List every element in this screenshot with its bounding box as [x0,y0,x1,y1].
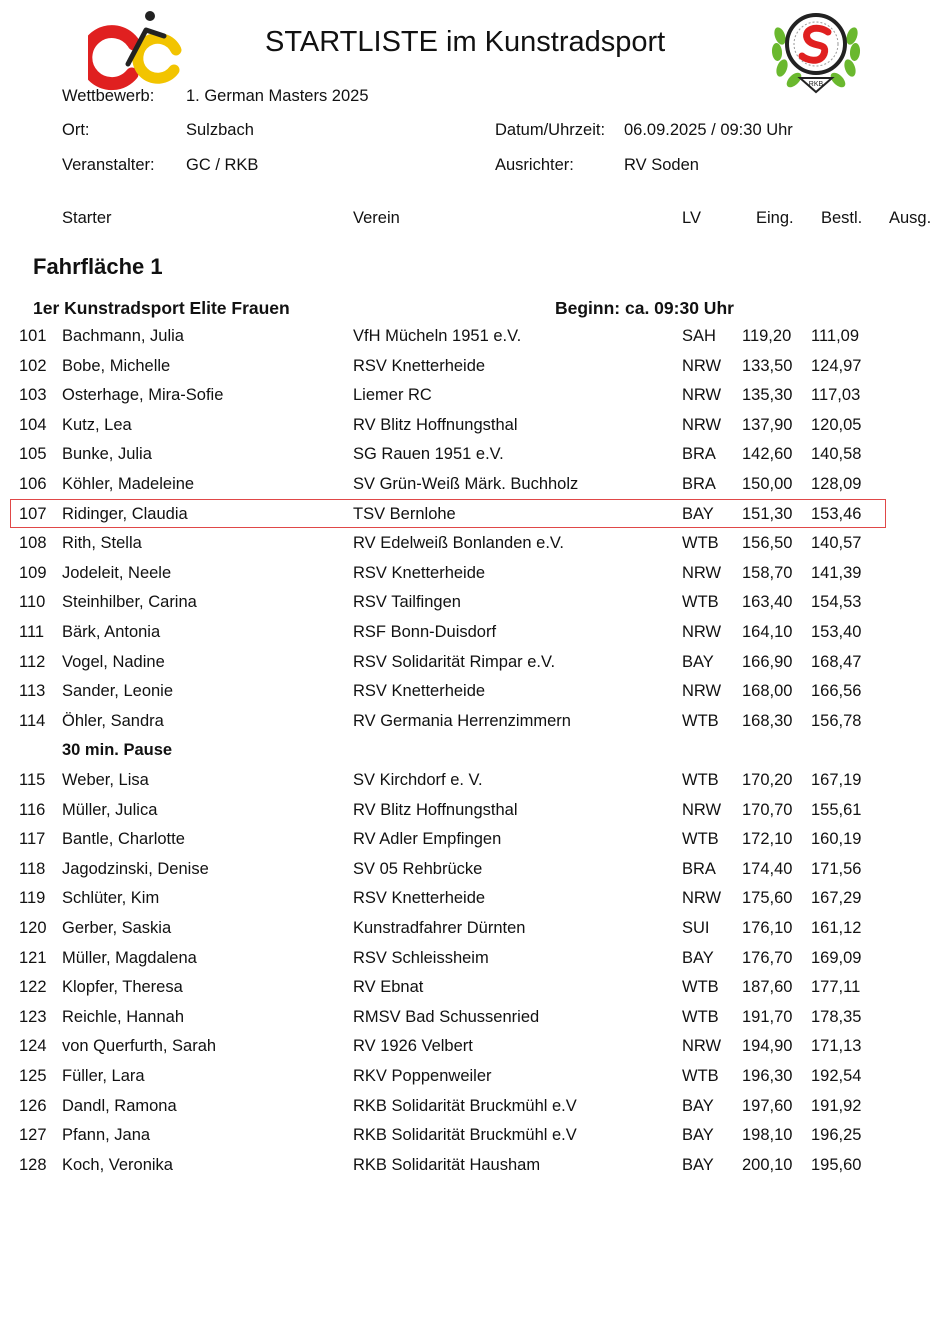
table-row [0,623,950,652]
state-association: NRW [682,623,722,641]
club-name: TSV Bernlohe [353,504,456,523]
entered-score: 142,60 [742,445,793,464]
entered-score: 194,90 [742,1037,793,1056]
state-association: NRW [682,889,722,908]
table-row [0,860,950,889]
start-number: 113 [19,682,46,701]
state-association: BAY [682,652,714,671]
club-name: RKB Solidarität Hausham [353,1155,541,1174]
start-number: 108 [19,534,47,553]
best-score: 166,56 [811,682,862,701]
entered-score: 119,20 [742,327,792,345]
location-label: Ort: [62,121,90,139]
best-score: 141,39 [811,563,862,582]
competition-label: Wettbewerb: [62,87,155,105]
best-score: 156,78 [811,711,862,730]
start-number: 119 [19,889,46,908]
entered-score: 170,70 [742,800,793,819]
best-score: 191,92 [811,1096,862,1115]
state-association: WTB [682,978,719,997]
state-association: NRW [682,563,722,582]
start-number: 126 [19,1096,47,1115]
club-name: RV Blitz Hoffnungsthal [353,415,518,434]
club-name: RSV Tailfingen [353,593,461,612]
state-association: NRW [682,415,722,434]
best-score: 153,46 [811,504,862,523]
state-association: WTB [682,1007,719,1026]
start-number: 115 [19,771,46,789]
best-score: 154,53 [811,593,862,612]
club-name: RV Ebnat [353,978,424,997]
table-row [0,682,950,711]
entered-score: 135,30 [742,386,793,405]
table-row [0,1156,950,1185]
start-number: 127 [19,1126,47,1145]
table-row [0,889,950,918]
state-association: BAY [682,948,714,967]
best-score: 167,29 [811,889,862,908]
table-row [0,653,950,682]
starter-name: Köhler, Madeleine [62,475,195,493]
starter-name: Bunke, Julia [62,445,152,464]
start-number: 110 [19,593,46,612]
entered-score: 151,30 [742,504,793,523]
best-score: 167,19 [811,771,862,789]
starter-name: Koch, Veronika [62,1155,173,1174]
best-score: 171,13 [811,1037,862,1056]
category-name: 1er Kunstradsport Elite Frauen [33,298,290,318]
club-name: RV Blitz Hoffnungsthal [353,800,518,819]
section-title: Fahrfläche 1 [33,254,163,279]
state-association: NRW [682,1037,722,1056]
start-number: 105 [19,445,47,464]
best-score: 192,54 [811,1067,862,1085]
club-name: RSV Knetterheide [353,356,486,375]
starter-name: Weber, Lisa [62,771,149,789]
starter-name: Bachmann, Julia [62,327,184,345]
club-name: SV 05 Rehbrücke [353,859,483,878]
club-name: RMSV Bad Schussenried [353,1007,540,1026]
best-score: 140,58 [811,445,862,464]
entered-score: 158,70 [742,563,793,582]
state-association: NRW [682,800,722,819]
entered-score: 187,60 [742,978,793,997]
entered-score: 150,00 [742,475,793,493]
state-association: WTB [682,593,719,612]
date-value: 06.09.2025 / 09:30 Uhr [624,121,793,139]
club-name: Liemer RC [353,386,432,405]
entered-score: 133,50 [742,356,793,375]
table-row [0,445,950,474]
best-score: 153,40 [811,623,862,641]
state-association: BAY [682,504,714,523]
entered-score: 196,30 [742,1067,793,1085]
state-association: NRW [682,356,722,375]
start-number: 128 [19,1155,47,1174]
competition-value: 1. German Masters 2025 [186,87,369,105]
best-score: 178,35 [811,1007,862,1026]
starter-name: Pfann, Jana [62,1126,151,1145]
entered-score: 166,90 [742,652,793,671]
starter-name: Dandl, Ramona [62,1096,177,1115]
table-row [0,534,950,563]
starter-name: Müller, Magdalena [62,948,197,967]
entered-score: 191,70 [742,1007,793,1026]
starter-name: Müller, Julica [62,800,158,819]
state-association: WTB [682,711,719,730]
start-number: 117 [19,830,46,849]
starter-name: Bobe, Michelle [62,356,171,375]
table-row [0,1037,950,1066]
table-row [0,564,950,593]
state-association: SUI [682,919,710,937]
table-row [0,1126,950,1155]
rkb-logo-text: RKB [808,81,824,88]
state-association: WTB [682,771,719,789]
best-score: 117,03 [811,386,861,405]
starter-name: von Querfurth, Sarah [62,1037,217,1056]
host-label: Ausrichter: [495,156,574,174]
table-row [0,386,950,415]
club-name: RV 1926 Velbert [353,1037,473,1056]
start-number: 112 [19,652,46,671]
table-row [0,416,950,445]
table-row [0,978,950,1007]
column-header-eing: Eing. [756,209,794,227]
best-score: 161,12 [811,919,862,937]
club-name: SG Rauen 1951 e.V. [353,445,504,464]
start-number: 107 [19,504,47,523]
starter-name: Jodeleit, Neele [62,563,172,582]
start-number: 125 [19,1067,47,1085]
starter-name: Klopfer, Theresa [62,978,183,997]
start-number: 118 [19,859,46,878]
state-association: BAY [682,1155,714,1174]
column-header-ausg: Ausg. [889,209,932,227]
best-score: 155,61 [811,800,862,819]
club-name: SV Kirchdorf e. V. [353,771,483,789]
starter-name: Bärk, Antonia [62,623,161,641]
state-association: BRA [682,445,716,464]
starter-name: Jagodzinski, Denise [62,859,209,878]
start-number: 123 [19,1007,47,1026]
entered-score: 163,40 [742,593,793,612]
starter-name: Gerber, Saskia [62,919,172,937]
state-association: BRA [682,475,716,493]
starter-name: Rith, Stella [62,534,142,553]
start-number: 104 [19,415,47,434]
starter-name: Steinhilber, Carina [62,593,197,612]
table-row [0,1097,950,1126]
best-score: 111,09 [811,327,860,345]
start-number: 102 [19,356,47,375]
entered-score: 168,30 [742,711,793,730]
category-begin-time: Beginn: ca. 09:30 Uhr [555,298,734,318]
club-name: RSV Schleissheim [353,948,489,967]
start-number: 103 [19,386,47,405]
starter-name: Reichle, Hannah [62,1007,184,1026]
start-number: 122 [19,978,47,997]
club-name: RV Adler Empfingen [353,830,502,849]
table-row [0,830,950,859]
start-number: 114 [19,711,46,730]
start-number: 101 [19,327,47,345]
club-name: RSF Bonn-Duisdorf [353,623,497,641]
best-score: 195,60 [811,1155,862,1174]
club-name: RKB Solidarität Bruckmühl e.V [353,1126,577,1145]
table-row [0,1008,950,1037]
entered-score: 175,60 [742,889,793,908]
column-header-starter: Starter [62,209,112,227]
state-association: WTB [682,534,719,553]
starter-name: Bantle, Charlotte [62,830,185,849]
column-header-best: Bestl. [821,209,863,227]
best-score: 120,05 [811,415,862,434]
state-association: WTB [682,830,719,849]
best-score: 128,09 [811,475,862,493]
location-value: Sulzbach [186,121,254,139]
state-association: BAY [682,1096,714,1115]
table-row [0,712,950,741]
start-number: 116 [19,800,46,819]
starter-name: Füller, Lara [62,1067,145,1085]
entered-score: 198,10 [742,1126,793,1145]
starter-name: Schlüter, Kim [62,889,160,908]
club-name: RSV Knetterheide [353,563,486,582]
club-name: RV Edelweiß Bonlanden e.V. [353,534,564,553]
best-score: 124,97 [811,356,862,375]
state-association: BRA [682,859,716,878]
club-name: SV Grün-Weiß Märk. Buchholz [353,475,579,493]
best-score: 169,09 [811,948,862,967]
starter-name: Vogel, Nadine [62,652,165,671]
page-title: STARTLISTE im Kunstradsport [265,26,666,58]
starter-name: Kutz, Lea [62,415,132,434]
start-number: 124 [19,1037,47,1056]
starter-name: Osterhage, Mira-Sofie [62,386,224,405]
date-label: Datum/Uhrzeit: [495,121,606,139]
host-value: RV Soden [624,156,699,174]
best-score: 160,19 [811,830,862,849]
entered-score: 200,10 [742,1155,793,1174]
start-number: 106 [19,475,47,493]
state-association: SAH [682,327,716,345]
entered-score: 172,10 [742,830,793,849]
entered-score: 197,60 [742,1096,793,1115]
club-name: RV Germania Herrenzimmern [353,711,571,730]
table-row [0,949,950,978]
best-score: 168,47 [811,652,862,671]
club-name: RKV Poppenweiler [353,1067,492,1085]
best-score: 196,25 [811,1126,862,1145]
club-name: RSV Solidarität Rimpar e.V. [353,652,556,671]
best-score: 177,11 [811,978,861,997]
starter-name: Sander, Leonie [62,682,174,701]
table-row [0,593,950,622]
state-association: NRW [682,386,722,405]
entered-score: 176,10 [742,919,793,937]
start-number: 121 [19,948,47,967]
club-name: RSV Knetterheide [353,682,486,701]
entered-score: 170,20 [742,771,793,789]
best-score: 171,56 [811,859,862,878]
best-score: 140,57 [811,534,862,553]
table-row [0,327,950,356]
entered-score: 168,00 [742,682,793,701]
state-association: NRW [682,682,722,701]
club-name: RSV Knetterheide [353,889,486,908]
club-name: VfH Mücheln 1951 e.V. [353,327,522,345]
highlight-box [10,499,886,528]
club-name: Kunstradfahrer Dürnten [353,919,526,937]
pause-label: 30 min. Pause [62,741,173,760]
entered-score: 176,70 [742,948,793,967]
entered-score: 137,90 [742,415,793,434]
entered-score: 156,50 [742,534,793,553]
start-number: 120 [19,919,47,937]
organizer-value: GC / RKB [186,156,259,174]
state-association: BAY [682,1126,714,1145]
state-association: WTB [682,1067,719,1085]
entered-score: 164,10 [742,623,793,641]
table-row [0,771,950,800]
table-row [0,919,950,948]
entered-score: 174,40 [742,859,793,878]
club-name: RKB Solidarität Bruckmühl e.V [353,1096,577,1115]
starter-name: Öhler, Sandra [62,711,164,730]
gc-logo-text: GC [88,8,90,9]
table-row [0,357,950,386]
table-row [0,1067,950,1096]
starter-name: Ridinger, Claudia [62,504,188,523]
start-number: 111 [19,623,45,641]
column-header-club: Verein [353,209,400,227]
organizer-label: Veranstalter: [62,156,155,174]
column-header-lv: LV [682,209,701,227]
start-number: 109 [19,563,47,582]
table-row [0,801,950,830]
pause-row [0,741,950,770]
